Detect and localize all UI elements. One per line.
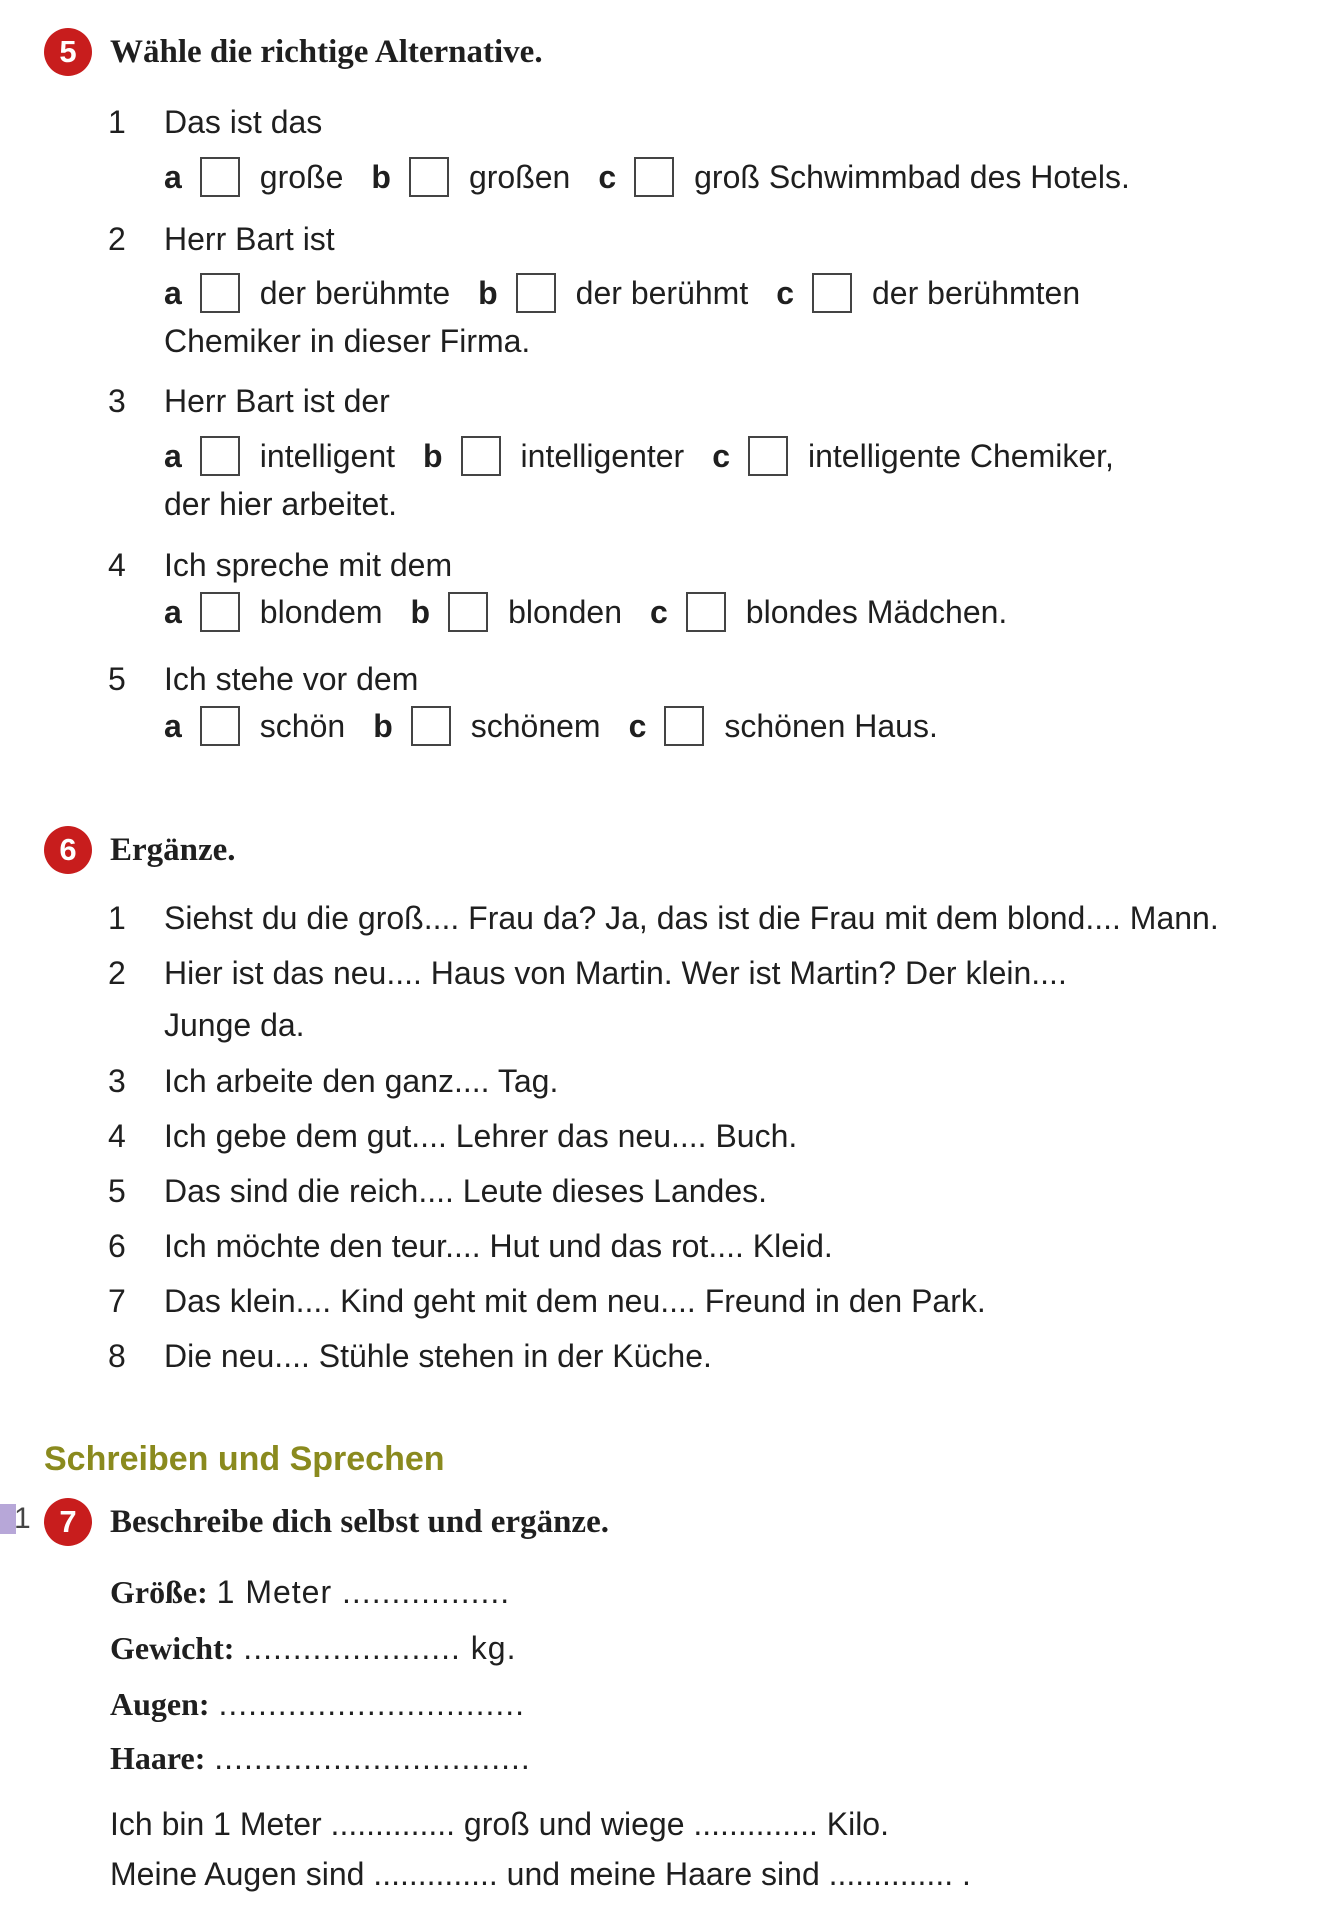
option-text-a: große [259,158,344,195]
question-line [108,661,418,698]
options-line [164,592,1007,632]
option-letter-b: b [373,707,393,744]
question-number: 2 [108,221,126,257]
question-continuation: der hier arbeitet. [164,486,398,522]
exercise-number-badge: 6 [44,826,92,874]
side-marker-number: 1 [14,1502,31,1535]
question-number: 2 [108,955,126,991]
option-text-b: intelligenter [520,437,685,474]
fill-in-line [108,900,1219,937]
checkbox-a[interactable] [200,157,240,197]
checkbox-a[interactable] [200,436,240,476]
option-letter-c: c [649,593,668,630]
fill-in-continuation: Junge da. [164,1007,305,1043]
question-number: 5 [108,661,126,697]
question-number: 7 [108,1283,126,1319]
fill-in-line [108,1118,797,1155]
profile-field [110,1686,525,1723]
option-letter-a: a [164,437,182,474]
option-text-a: der berühmte [259,274,451,311]
profile-field [110,1740,531,1777]
fill-in-text[interactable]: Das sind die reich.... Leute dieses Landes. [164,1173,768,1209]
exercise-title: Ergänze. [110,831,236,868]
question-number: 1 [108,900,126,936]
fill-in-line [108,955,1067,992]
option-text-c: der berühmten [872,274,1081,311]
option-letter-b: b [423,437,443,474]
option-text-b: großen [468,158,571,195]
question-number: 3 [108,1063,126,1099]
fill-in-line [108,1063,558,1100]
checkbox-b[interactable] [409,157,449,197]
field-blank[interactable]: ...................... kg. [243,1630,517,1666]
question-number: 4 [108,547,126,583]
field-label: Augen: [110,1686,210,1722]
fill-in-line [108,1173,767,1210]
fill-in-text[interactable]: Ich arbeite den ganz.... Tag. [164,1063,559,1099]
option-text-a: blondem [259,593,383,630]
checkbox-a[interactable] [200,592,240,632]
exercise-number-badge: 7 [44,1498,92,1546]
question-prompt: Ich spreche mit dem [164,547,453,583]
option-letter-a: a [164,158,182,195]
option-letter-b: b [410,593,431,630]
options-line [164,157,1130,197]
question-number: 1 [108,104,126,140]
option-letter-b: b [478,274,498,311]
question-number: 3 [108,383,126,419]
profile-field [110,1574,510,1611]
option-text-b: blonden [508,593,622,630]
option-text-c: blondes Mädchen. [745,593,1008,630]
option-letter-c: c [628,707,647,744]
fill-in-text[interactable]: Die neu.... Stühle stehen in der Küche. [164,1338,712,1374]
fill-in-text[interactable]: Hier ist das neu.... Haus von Martin. Wer ist Martin? Der klein.... [164,955,1067,991]
question-number: 5 [108,1173,126,1209]
exercise-5-header [44,28,543,76]
checkbox-b[interactable] [448,592,488,632]
question-number: 8 [108,1338,126,1374]
question-prompt: Ich stehe vor dem [164,661,419,697]
exercise-6-header [44,826,236,874]
checkbox-b[interactable] [461,436,501,476]
exercise-7-header [44,1498,609,1546]
option-letter-a: a [164,707,182,744]
question-continuation: Chemiker in dieser Firma. [164,323,531,359]
checkbox-a[interactable] [200,273,240,313]
field-blank[interactable]: ............................... [218,1686,526,1722]
sentence-line[interactable]: Ich bin 1 Meter .............. groß und wiege .............. Kilo. [110,1806,889,1842]
fill-in-text[interactable]: Das klein.... Kind geht mit dem neu.... Freund in den Park. [164,1283,986,1319]
checkbox-c[interactable] [812,273,852,313]
question-number: 6 [108,1228,126,1264]
question-line [108,104,322,141]
fill-in-line [108,1283,986,1320]
option-letter-c: c [776,274,794,311]
option-text-a: intelligent [259,437,395,474]
question-prompt: Herr Bart ist der [164,383,390,419]
profile-field [110,1630,516,1667]
field-label: Gewicht: [110,1630,235,1666]
option-text-a: schön [259,707,346,744]
options-line [164,706,938,746]
fill-in-line [108,1228,833,1265]
field-blank[interactable]: ................................ [214,1740,531,1776]
options-line [164,436,1114,476]
checkbox-c[interactable] [664,706,704,746]
checkbox-b[interactable] [411,706,451,746]
section-title: Schreiben und Sprechen [44,1440,445,1478]
field-label: Haare: [110,1740,206,1776]
option-text-c: groß Schwimmbad des Hotels. [694,158,1130,195]
question-line [108,547,452,584]
options-line [164,273,1080,313]
option-letter-c: c [712,437,730,474]
checkbox-c[interactable] [634,157,674,197]
option-letter-a: a [164,593,182,630]
checkbox-c[interactable] [748,436,788,476]
option-letter-c: c [598,158,617,195]
sentence-line[interactable]: Meine Augen sind .............. und meine Haare sind .............. . [110,1856,971,1892]
option-letter-b: b [371,158,391,195]
fill-in-line [108,1338,712,1375]
fill-in-text[interactable]: Ich möchte den teur.... Hut und das rot.... Kleid. [164,1228,833,1264]
exercise-number-badge: 5 [44,28,92,76]
option-text-c: schönen Haus. [724,707,938,744]
option-text-b: der berühmt [575,274,749,311]
option-text-b: schönem [470,707,601,744]
option-letter-a: a [164,274,182,311]
checkbox-b[interactable] [516,273,556,313]
question-line [108,383,390,420]
field-blank[interactable]: 1 Meter ................. [216,1574,511,1610]
question-number: 4 [108,1118,126,1154]
question-prompt: Herr Bart ist [164,221,335,257]
exercise-title: Wähle die richtige Alternative. [110,33,543,70]
checkbox-a[interactable] [200,706,240,746]
option-text-c: intelligente Chemiker, [808,437,1114,474]
field-label: Größe: [110,1574,208,1610]
question-line [108,221,335,258]
checkbox-c[interactable] [686,592,726,632]
fill-in-text[interactable]: Siehst du die groß.... Frau da? Ja, das ist die Frau mit dem blond.... Mann. [164,900,1219,936]
question-prompt: Das ist das [164,104,323,140]
exercise-title: Beschreibe dich selbst und ergänze. [110,1503,609,1540]
fill-in-text[interactable]: Ich gebe dem gut.... Lehrer das neu.... Buch. [164,1118,798,1154]
